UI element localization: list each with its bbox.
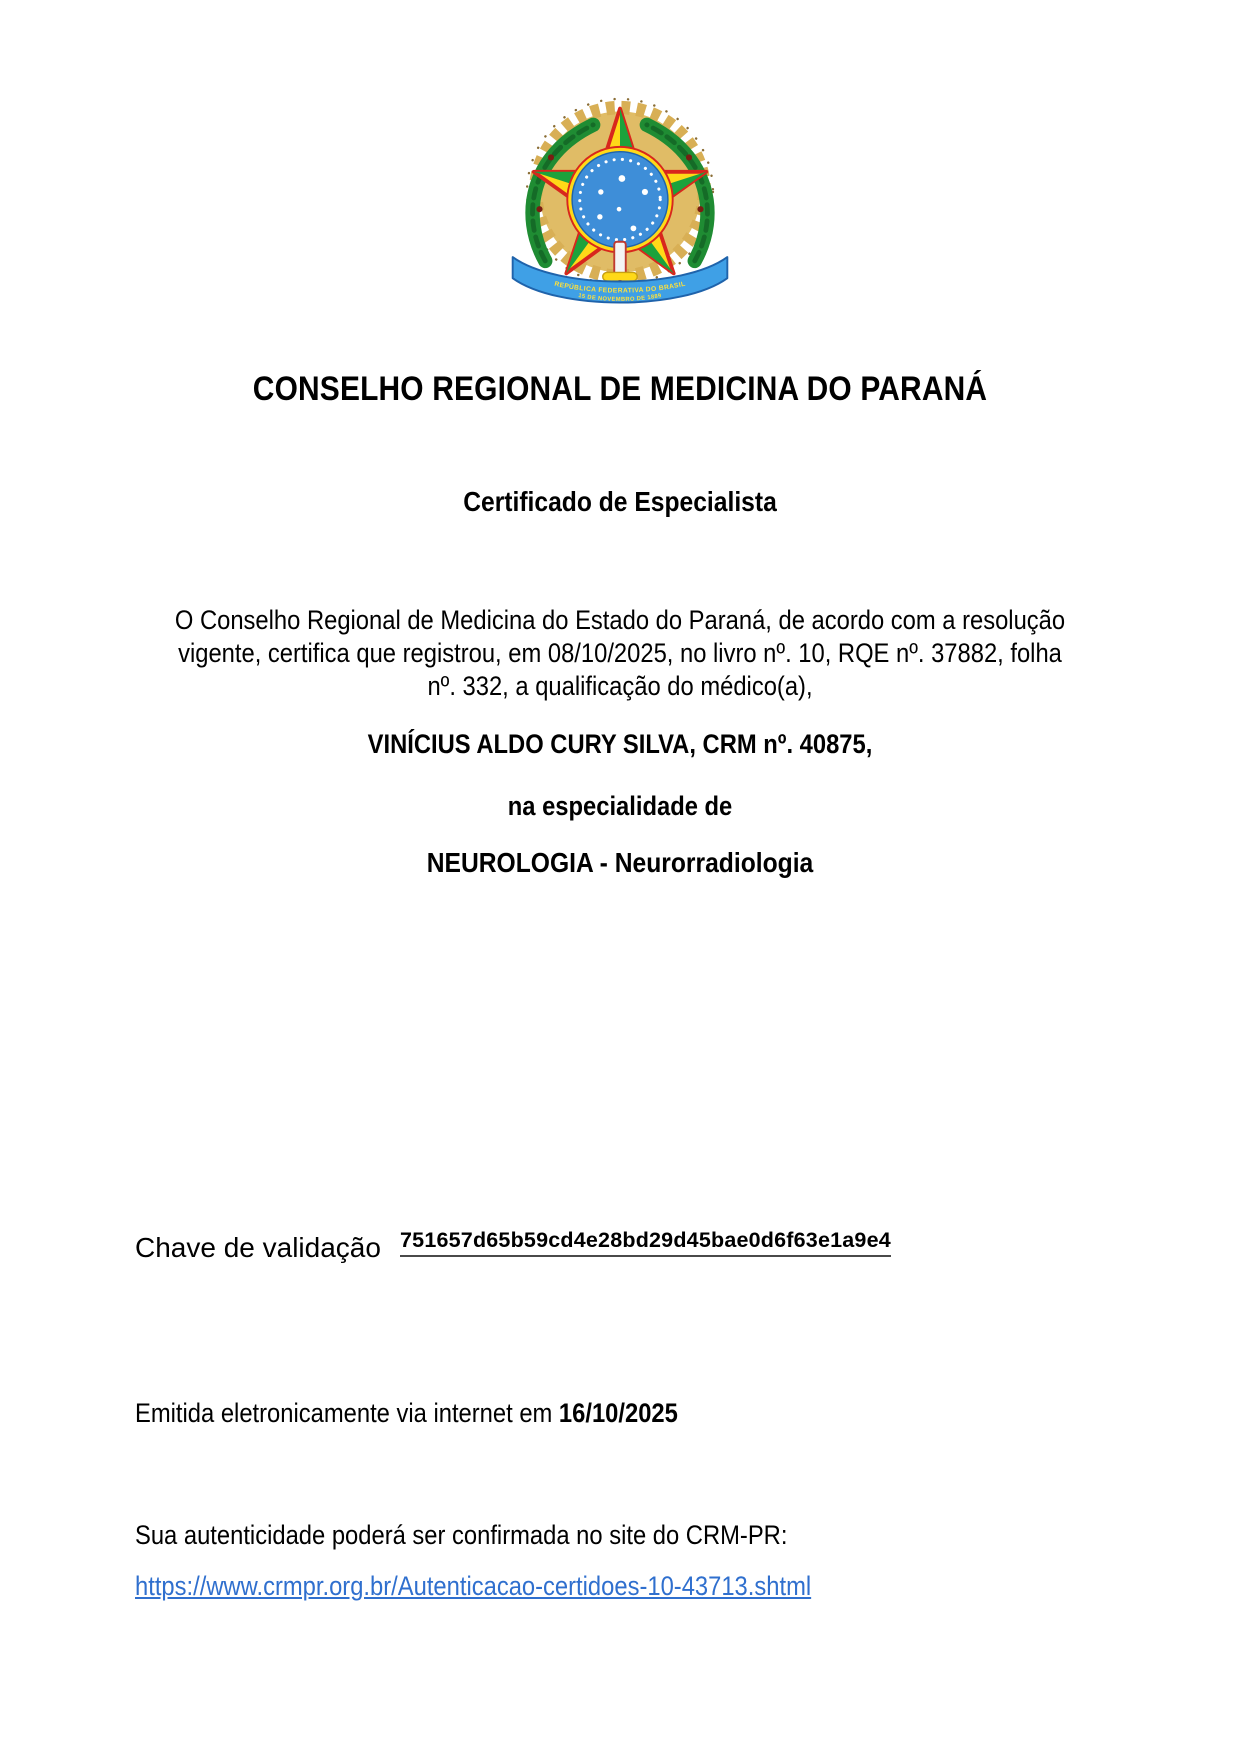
org-name-text: CONSELHO REGIONAL DE MEDICINA DO PARANÁ	[252, 370, 988, 408]
specialty-intro-text: na especialidade de	[507, 791, 733, 821]
emblem-globe	[567, 147, 672, 252]
issue-line-inner	[135, 1398, 678, 1429]
document-title-text: Certificado de Especialista	[463, 486, 777, 517]
doctor-name-text: VINÍCIUS ALDO CURY SILVA, CRM nº. 40875,	[367, 729, 873, 759]
specialty-text: NEUROLOGIA - Neurorradiologia	[426, 847, 814, 878]
authenticity-note-text: Sua autenticidade poderá ser confirmada no site do CRM-PR:	[135, 1520, 788, 1550]
authenticity-link-wrap	[135, 1571, 811, 1602]
authenticity-link[interactable]: https://www.crmpr.org.br/Autenticacao-certidoes-10-43713.shtml	[135, 1571, 812, 1601]
paragraph-line-2: vigente, certifica que registrou, em 08/10/2025, no livro nº. 10, RQE nº. 37882, folha	[178, 638, 1062, 668]
specialty-intro-line	[0, 791, 1240, 822]
doctor-name-line	[0, 729, 1240, 760]
validation-key-label: Chave de validação	[135, 1232, 381, 1263]
authenticity-link-line	[135, 1571, 903, 1602]
specialty-line	[0, 847, 1240, 879]
emblem-ribbon-text-1: REPÚBLICA FEDERATIVA DO BRASIL	[553, 280, 687, 295]
issue-date-line	[135, 1398, 752, 1429]
authenticity-note-line	[135, 1520, 876, 1551]
paragraph-line-1: O Conselho Regional de Medicina do Estado do Paraná, de acordo com a resolução	[174, 605, 1066, 635]
emblem-container	[0, 96, 1240, 307]
document-title	[0, 486, 1240, 518]
emblem-ribbon-text-2: 15 DE NOVEMBRO DE 1889	[577, 293, 663, 303]
paragraph-line-3: nº. 332, a qualificação do médico(a),	[427, 671, 813, 701]
issue-date-value: 16/10/2025	[558, 1398, 678, 1428]
validation-key-value: 751657d65b59cd4e28bd29d45bae0d6f63e1a9e4	[400, 1228, 891, 1257]
issue-date-prefix: Emitida eletronicamente via internet em	[135, 1398, 559, 1428]
org-name-heading	[0, 370, 1240, 409]
brazil-coat-of-arms-icon	[505, 96, 735, 307]
certificate-paragraph	[0, 604, 1240, 703]
